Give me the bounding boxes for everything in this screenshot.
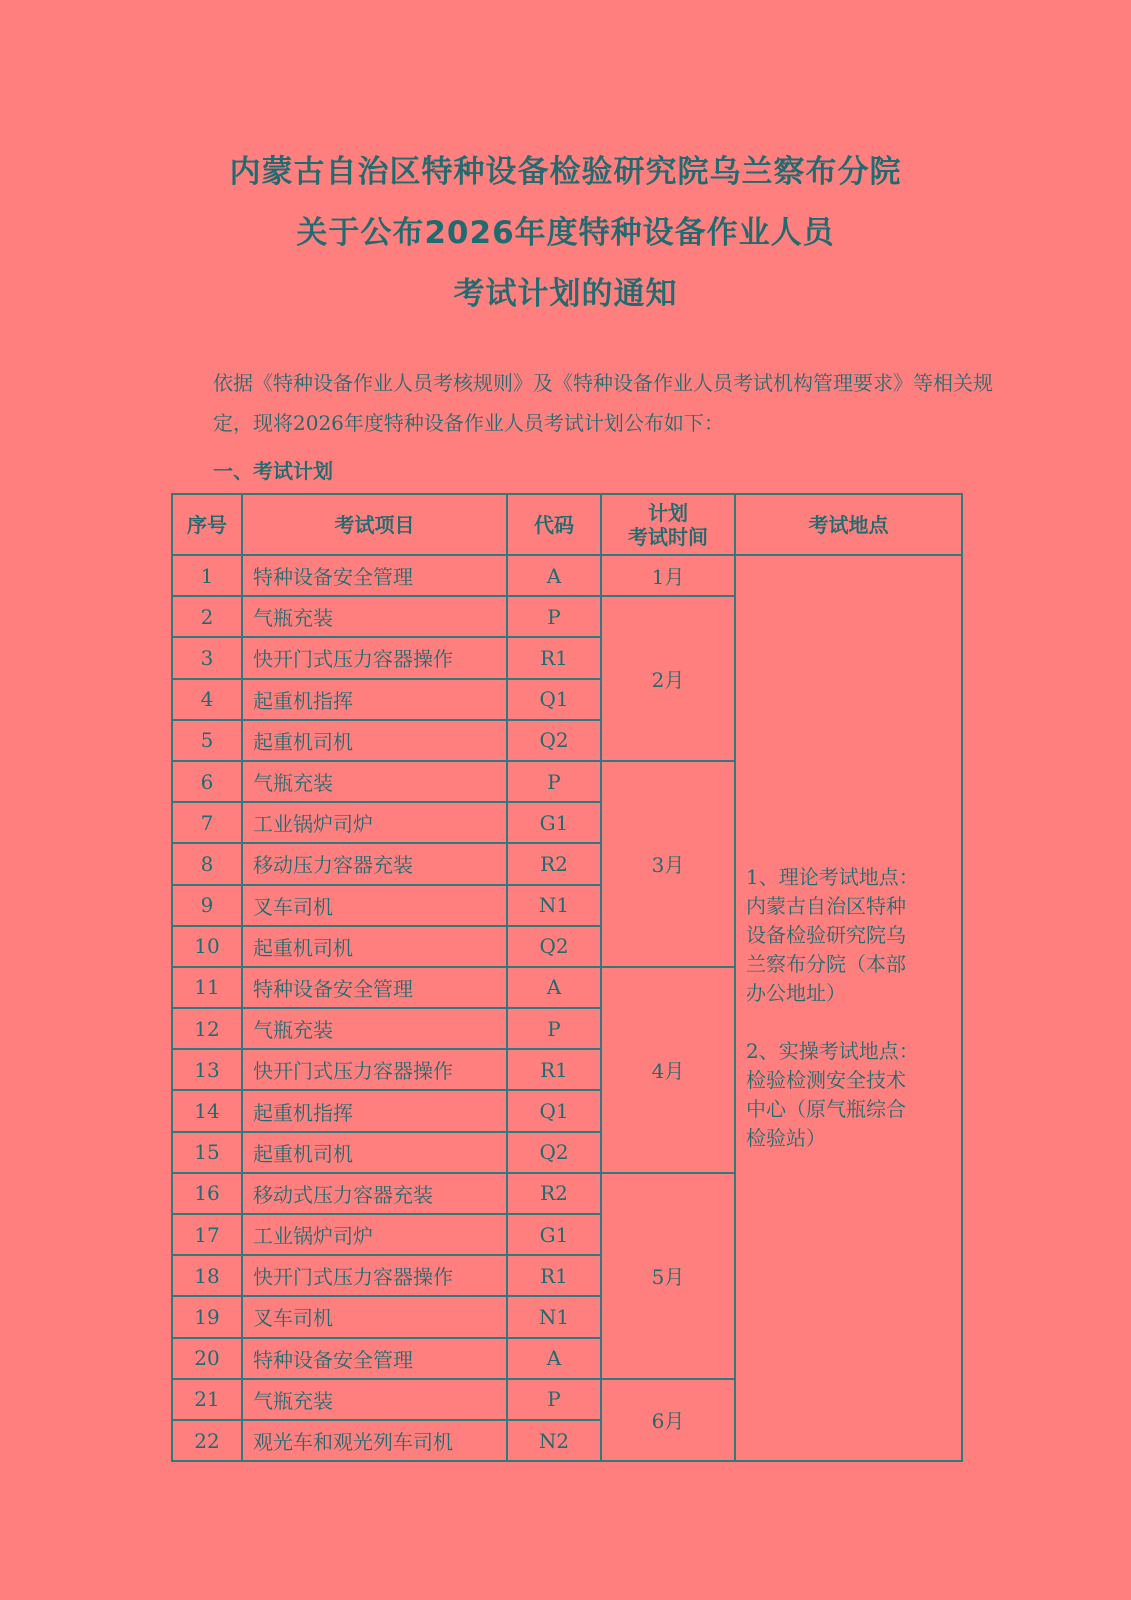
title-line-1: 内蒙古自治区特种设备检验研究院乌兰察布分院 bbox=[229, 154, 902, 190]
cell-code: Q2 bbox=[507, 720, 601, 761]
cell-item: 气瓶充装 bbox=[242, 1379, 507, 1420]
cell-item: 起重机司机 bbox=[242, 926, 507, 967]
title-line-3: 考试计划的通知 bbox=[453, 276, 678, 312]
cell-code: A bbox=[507, 1338, 601, 1379]
cell-no: 4 bbox=[172, 679, 242, 720]
cell-no: 15 bbox=[172, 1132, 242, 1173]
cell-code: G1 bbox=[507, 802, 601, 843]
cell-code: R1 bbox=[507, 1255, 601, 1296]
cell-no: 14 bbox=[172, 1090, 242, 1131]
practical-location-line: 2、实操考试地点： bbox=[746, 1039, 919, 1063]
cell-location bbox=[735, 555, 962, 1461]
cell-no: 20 bbox=[172, 1338, 242, 1379]
cell-month: 1月 bbox=[601, 555, 735, 596]
section-heading: 一、考试计划 bbox=[213, 459, 333, 483]
cell-no: 22 bbox=[172, 1420, 242, 1461]
cell-item: 起重机司机 bbox=[242, 1132, 507, 1173]
theory-location-line: 内蒙古自治区特种 bbox=[746, 894, 906, 918]
cell-code: Q2 bbox=[507, 1132, 601, 1173]
cell-no: 11 bbox=[172, 967, 242, 1008]
exam-plan-table bbox=[171, 493, 963, 1462]
table-header-row bbox=[172, 494, 962, 555]
cell-month: 2月 bbox=[601, 596, 735, 761]
cell-code: N1 bbox=[507, 885, 601, 926]
cell-no: 3 bbox=[172, 637, 242, 678]
cell-month: 5月 bbox=[601, 1173, 735, 1379]
header-time-line1: 计划 bbox=[648, 500, 688, 525]
cell-item: 起重机指挥 bbox=[242, 1090, 507, 1131]
cell-item: 快开门式压力容器操作 bbox=[242, 1255, 507, 1296]
cell-no: 7 bbox=[172, 802, 242, 843]
cell-item: 气瓶充装 bbox=[242, 1008, 507, 1049]
cell-no: 8 bbox=[172, 843, 242, 884]
cell-item: 工业锅炉司炉 bbox=[242, 802, 507, 843]
cell-no: 2 bbox=[172, 596, 242, 637]
cell-code: R2 bbox=[507, 1173, 601, 1214]
cell-code: P bbox=[507, 1008, 601, 1049]
cell-code: R1 bbox=[507, 637, 601, 678]
intro-paragraph: 依据《特种设备作业人员考核规则》及《特种设备作业人员考试机构管理要求》等相关规定，现将2026年度特种设备作业人员考试计划公布如下： bbox=[213, 371, 993, 435]
title-line-2: 关于公布2026年度特种设备作业人员 bbox=[296, 215, 835, 251]
header-code: 代码 bbox=[507, 494, 601, 555]
cell-month: 6月 bbox=[601, 1379, 735, 1461]
cell-code: N2 bbox=[507, 1420, 601, 1461]
cell-no: 12 bbox=[172, 1008, 242, 1049]
cell-no: 13 bbox=[172, 1049, 242, 1090]
cell-code: G1 bbox=[507, 1214, 601, 1255]
cell-item: 快开门式压力容器操作 bbox=[242, 637, 507, 678]
header-location: 考试地点 bbox=[735, 494, 962, 555]
cell-item: 快开门式压力容器操作 bbox=[242, 1049, 507, 1090]
cell-code: Q1 bbox=[507, 679, 601, 720]
cell-code: P bbox=[507, 1379, 601, 1420]
cell-no: 10 bbox=[172, 926, 242, 967]
cell-no: 18 bbox=[172, 1255, 242, 1296]
cell-code: Q1 bbox=[507, 1090, 601, 1131]
cell-code: A bbox=[507, 967, 601, 1008]
cell-item: 气瓶充装 bbox=[242, 761, 507, 802]
cell-no: 17 bbox=[172, 1214, 242, 1255]
cell-no: 1 bbox=[172, 555, 242, 596]
cell-item: 叉车司机 bbox=[242, 1296, 507, 1337]
cell-item: 起重机司机 bbox=[242, 720, 507, 761]
header-time-line2: 考试时间 bbox=[628, 524, 708, 549]
cell-item: 特种设备安全管理 bbox=[242, 967, 507, 1008]
practical-location-line: 中心（原气瓶综合 bbox=[746, 1097, 906, 1121]
cell-item: 移动式压力容器充装 bbox=[242, 1173, 507, 1214]
theory-location-line: 设备检验研究院乌 bbox=[746, 923, 906, 947]
cell-item: 起重机指挥 bbox=[242, 679, 507, 720]
cell-no: 16 bbox=[172, 1173, 242, 1214]
cell-code: R1 bbox=[507, 1049, 601, 1090]
theory-location-line: 1、理论考试地点： bbox=[746, 865, 919, 889]
cell-code: R2 bbox=[507, 843, 601, 884]
practical-location-line: 检验站） bbox=[746, 1126, 826, 1150]
cell-code: N1 bbox=[507, 1296, 601, 1337]
cell-month: 4月 bbox=[601, 967, 735, 1173]
theory-location-line: 办公地址） bbox=[746, 981, 846, 1005]
header-no: 序号 bbox=[172, 494, 242, 555]
cell-item: 特种设备安全管理 bbox=[242, 1338, 507, 1379]
cell-item: 移动压力容器充装 bbox=[242, 843, 507, 884]
cell-code: A bbox=[507, 555, 601, 596]
header-item: 考试项目 bbox=[242, 494, 507, 555]
location-spacer bbox=[746, 1008, 951, 1037]
cell-code: P bbox=[507, 596, 601, 637]
cell-no: 21 bbox=[172, 1379, 242, 1420]
header-time bbox=[601, 494, 735, 555]
practical-location-line: 检验检测安全技术 bbox=[746, 1068, 906, 1092]
cell-no: 19 bbox=[172, 1296, 242, 1337]
table-row bbox=[172, 555, 962, 596]
cell-item: 工业锅炉司炉 bbox=[242, 1214, 507, 1255]
cell-item: 气瓶充装 bbox=[242, 596, 507, 637]
cell-item: 特种设备安全管理 bbox=[242, 555, 507, 596]
cell-month: 3月 bbox=[601, 761, 735, 967]
cell-no: 9 bbox=[172, 885, 242, 926]
cell-no: 5 bbox=[172, 720, 242, 761]
cell-code: Q2 bbox=[507, 926, 601, 967]
cell-no: 6 bbox=[172, 761, 242, 802]
cell-code: P bbox=[507, 761, 601, 802]
cell-item: 观光车和观光列车司机 bbox=[242, 1420, 507, 1461]
cell-item: 叉车司机 bbox=[242, 885, 507, 926]
theory-location-line: 兰察布分院（本部 bbox=[746, 952, 906, 976]
